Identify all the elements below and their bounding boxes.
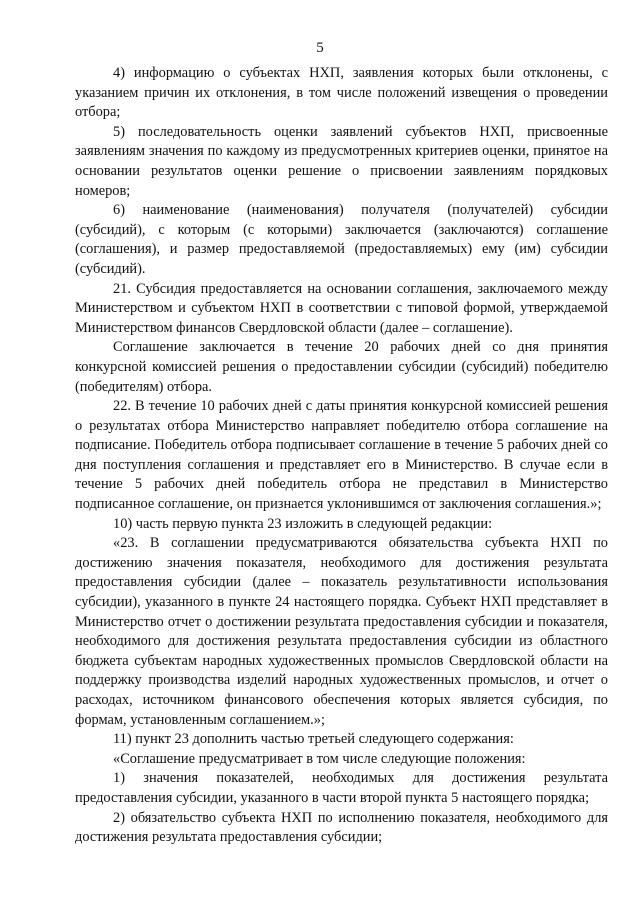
paragraph-clause-21: 21. Субсидия предоставляется на основании соглашения, заключаемого между Министерством и субъектом НХП в соответствии с типовой формой, утверждаемой Министерством финансов Свердловской области (далее – соглашение). — [75, 280, 608, 336]
paragraph-item-4: 4) информацию о субъектах НХП, заявления которых были отклонены, с указанием причин их отклонения, в том числе положений извещения о проведении отбора; — [75, 65, 608, 121]
paragraph-clause-22: 22. В течение 10 рабочих дней с даты принятия конкурсной комиссией решения о результатах отбора Министерство направляет победителю отбора соглашение на подписание. Победитель отбора подписывает соглашение в течение 5 рабочих дней со дня поступления соглашения и представляет его в Министерство. В случае если в течение 5 рабочих дней победитель отбора не представил в Министерство подписанное соглашение, он признается уклонившимся от заключения соглашения.»; — [75, 398, 608, 513]
document-body — [75, 64, 608, 848]
paragraph-provision-1: 1) значения показателей, необходимых для достижения результата предоставления субсидии, указанного в части второй пункта 5 настоящего порядка; — [75, 770, 608, 806]
paragraph-amendment-10: 10) часть первую пункта 23 изложить в следующей редакции: — [113, 515, 493, 532]
page-number: 5 — [316, 40, 324, 56]
paragraph-item-5: 5) последовательность оценки заявлений субъектов НХП, присвоенные заявлениям значения по каждому из предусмотренных критериев оценки, принятое на основании результатов оценки решение о присвоении заявлениям порядковых номеров; — [75, 123, 608, 199]
paragraph-provision-2: 2) обязательство субъекта НХП по исполнению показателя, необходимого для достижения результата предоставления субсидии; — [75, 809, 608, 846]
paragraph-agreement-provisions: «Соглашение предусматривает в том числе следующие положения: — [113, 750, 526, 767]
paragraph-item-6: 6) наименование (наименования) получателя (получателей) субсидии (субсидий), с которым (с которыми) заключается (заключаются) соглашение (соглашения), и размер предоставляемой (предоставляемых) ему (им) субсидии (субсидий). — [75, 202, 608, 277]
paragraph-amendment-11: 11) пункт 23 дополнить частью третьей следующего содержания: — [113, 731, 514, 748]
paragraph-agreement-term: Соглашение заключается в течение 20 рабочих дней со дня принятия конкурсной комиссией решения о предоставлении субсидии (субсидий) победителю (победителям) отбора. — [75, 339, 608, 395]
paragraph-clause-23: «23. В соглашении предусматриваются обязательства субъекта НХП по достижению значения показателя, необходимого для достижения результата предоставления субсидии (далее – показатель результативности использования субсидии), указанного в пункте 24 настоящего порядка. Субъект НХП представляет в Министерство отчет о достижении результата предоставления субсидии и показателя, необходимого для достижения результата предоставления субсидии из областного бюджета субъектам народных художественных промыслов Свердловской области на поддержку производства изделий народных художественных промыслов, и отчет о расходах, источником финансового обеспечения которых является субсидия, по формам, установленным соглашением.»; — [75, 535, 608, 728]
